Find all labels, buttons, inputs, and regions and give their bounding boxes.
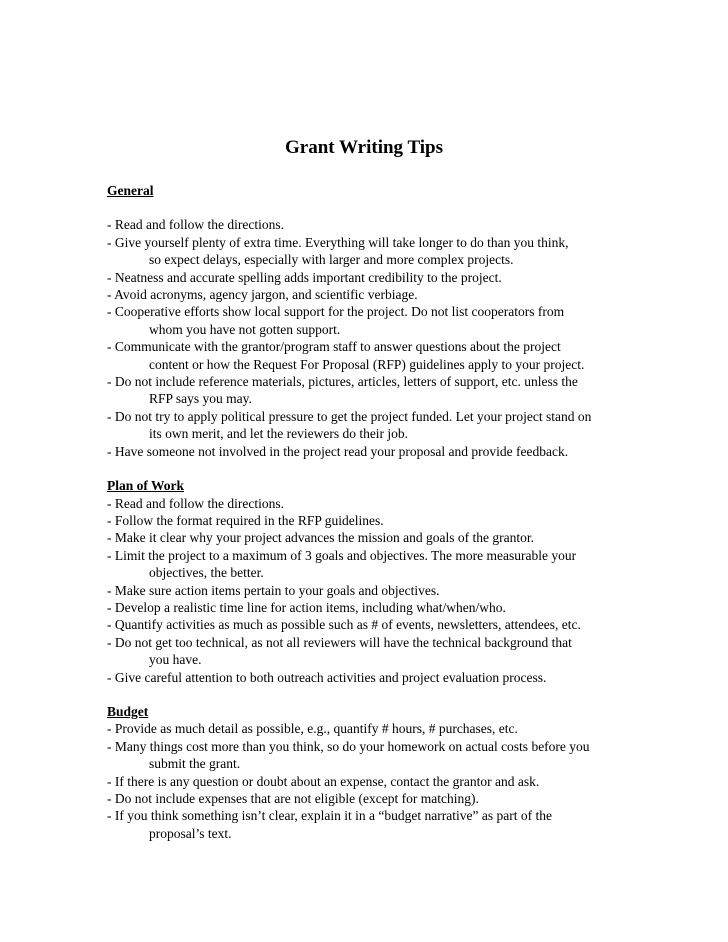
tip-text: - Give yourself plenty of extra time. Everything will take longer to do than you think, — [107, 234, 569, 250]
tip-item — [107, 373, 627, 408]
section-general — [107, 182, 627, 460]
tip-text: - Read and follow the directions. — [107, 217, 284, 233]
tip-text: - Make it clear why your project advances the mission and goals of the grantor. — [107, 530, 534, 546]
document-title: Grant Writing Tips — [284, 137, 444, 158]
tip-item — [107, 443, 627, 460]
tip-text-continuation: RFP says you may. — [149, 391, 252, 407]
tip-text: - Do not include reference materials, pictures, articles, letters of support, etc. unless the — [107, 374, 578, 390]
tip-text: - Communicate with the grantor/program staff to answer questions about the project — [107, 339, 561, 355]
tip-item — [107, 269, 627, 286]
tip-text: - Limit the project to a maximum of 3 goals and objectives. The more measurable your — [107, 547, 577, 563]
tip-list — [107, 720, 627, 842]
document-body — [107, 182, 627, 842]
tip-list — [107, 495, 627, 686]
tip-text: - Cooperative efforts show local support for the project. Do not list cooperators from — [107, 304, 565, 320]
tip-text: - Many things cost more than you think, so do your homework on actual costs before you — [107, 738, 590, 754]
tip-item — [107, 720, 627, 737]
section-heading: Budget — [107, 703, 149, 719]
tip-item — [107, 529, 627, 546]
tip-item — [107, 738, 627, 773]
tip-item — [107, 790, 627, 807]
tip-text-continuation: objectives, the better. — [149, 565, 264, 581]
tip-text-continuation: proposal’s text. — [149, 825, 232, 841]
tip-text: - Provide as much detail as possible, e.g., quantify # hours, # purchases, etc. — [107, 721, 518, 737]
tip-text: - Follow the format required in the RFP guidelines. — [107, 512, 384, 528]
tip-text: - Do not try to apply political pressure to get the project funded. Let your project stand on — [107, 408, 592, 424]
section-heading: General — [107, 183, 154, 198]
tip-item — [107, 512, 627, 529]
tip-item — [107, 547, 627, 582]
tip-item — [107, 582, 627, 599]
tip-item — [107, 773, 627, 790]
tip-text: - Quantify activities as much as possible such as # of events, newsletters, attendees, etc. — [107, 617, 581, 633]
tip-list — [107, 216, 627, 460]
tip-item — [107, 669, 627, 686]
tip-text-continuation: content or how the Request For Proposal (RFP) guidelines apply to your project. — [149, 356, 585, 372]
tip-text: - Do not get too technical, as not all reviewers will have the technical background that — [107, 634, 572, 650]
section-budget — [107, 703, 627, 842]
tip-text: - Avoid acronyms, agency jargon, and scientific verbiage. — [107, 287, 418, 303]
tip-text: - If there is any question or doubt about an expense, contact the grantor and ask. — [107, 773, 540, 789]
tip-text: - Develop a realistic time line for action items, including what/when/who. — [107, 599, 506, 615]
section-heading: Plan of Work — [107, 478, 185, 494]
tip-text-continuation: so expect delays, especially with larger and more complex projects. — [149, 252, 514, 268]
tip-text: - Do not include expenses that are not eligible (except for matching). — [107, 791, 479, 806]
tip-item — [107, 303, 627, 338]
tip-item — [107, 495, 627, 512]
tip-item — [107, 634, 627, 669]
tip-item — [107, 338, 627, 373]
tip-item — [107, 616, 627, 633]
tip-text: - Make sure action items pertain to your goals and objectives. — [107, 582, 440, 598]
tip-item — [107, 599, 627, 616]
tip-item — [107, 286, 627, 303]
tip-item — [107, 408, 627, 443]
tip-text: - Have someone not involved in the project read your proposal and provide feedback. — [107, 443, 569, 459]
tip-text-continuation: whom you have not gotten support. — [149, 321, 341, 337]
tip-item — [107, 216, 627, 233]
tip-text: - Read and follow the directions. — [107, 495, 284, 511]
tip-item — [107, 234, 627, 269]
tip-item — [107, 807, 627, 842]
tip-text: - Neatness and accurate spelling adds important credibility to the project. — [107, 269, 502, 285]
tip-text-continuation: you have. — [149, 652, 202, 668]
tip-text: - Give careful attention to both outreach activities and project evaluation process. — [107, 669, 547, 685]
tip-text: - If you think something isn’t clear, explain it in a “budget narrative” as part of the — [107, 808, 552, 824]
tip-text-continuation: submit the grant. — [149, 756, 241, 772]
section-plan-of-work — [107, 477, 627, 686]
tip-text-continuation: its own merit, and let the reviewers do their job. — [149, 426, 409, 442]
